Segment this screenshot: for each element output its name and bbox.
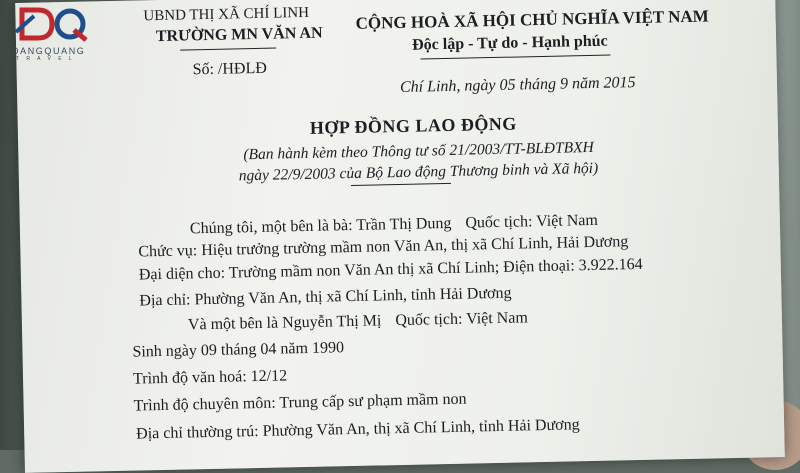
party-b-education: Trình độ văn hoá: 12/12 xyxy=(132,367,288,388)
document-title: HỢP ĐỒNG LAO ĐỘNG xyxy=(309,113,518,138)
party-b-birth: Sinh ngày 09 tháng 04 năm 1990 xyxy=(132,339,345,361)
party-a-representing: Đại diện cho: Trường mầm non Văn An thị xã Chí Linh; Điện thoại: 3.922.164 xyxy=(138,255,643,284)
document-number: Số: /HĐLĐ xyxy=(192,59,267,79)
school-name: TRƯỜNG MN VĂN AN xyxy=(155,24,323,46)
subtitle-line-2: ngày 22/9/2003 của Bộ Lao động Thương binh và Xã hội) xyxy=(238,159,599,185)
national-title: CỘNG HOÀ XÃ HỘI CHỦ NGHĨA VIỆT NAM xyxy=(355,6,709,33)
party-b-qualification: Trình độ chuyên môn: Trung cấp sư phạm mầm non xyxy=(133,390,467,415)
org-name: UBND THỊ XÃ CHÍ LINH xyxy=(143,4,310,25)
party-b-intro: Và một bên là Nguyễn Thị Mị xyxy=(187,312,382,334)
motto-underline xyxy=(420,55,610,60)
party-b-line xyxy=(188,309,528,334)
document-page xyxy=(15,0,785,473)
logo-wordmark: DANGQUANG xyxy=(12,46,86,56)
party-a-position: Chức vụ: Hiệu trưởng trường mầm non Văn An, thị xã Chí Linh, Hải Dương xyxy=(138,233,629,261)
party-a-nationality: Quốc tịch: Việt Nam xyxy=(465,211,599,232)
dq-mark-icon xyxy=(8,2,98,46)
subtitle-line-1: (Ban hành kèm theo Thông tư số 21/2003/TT-BLĐTBXH xyxy=(243,138,594,164)
place-date: Chí Linh, ngày 05 tháng 9 năm 2015 xyxy=(399,74,636,96)
party-a-address: Địa chỉ: Phường Văn An, thị xã Chí Linh, tỉnh Hải Dương xyxy=(139,284,512,310)
logo-subtitle: T R A V E L xyxy=(16,56,75,62)
subtitle-underline xyxy=(351,183,451,186)
party-a-intro: Chúng tôi, một bên là bà: Trần Thị Dung xyxy=(189,214,452,238)
party-b-residence: Địa chỉ thường trú: Phường Văn An, thị xã Chí Linh, tỉnh Hải Dương xyxy=(136,416,580,443)
org-underline xyxy=(180,48,276,51)
national-motto: Độc lập - Tự do - Hạnh phúc xyxy=(411,32,608,54)
party-b-nationality: Quốc tịch: Việt Nam xyxy=(395,309,528,330)
dangquang-logo xyxy=(8,2,98,64)
